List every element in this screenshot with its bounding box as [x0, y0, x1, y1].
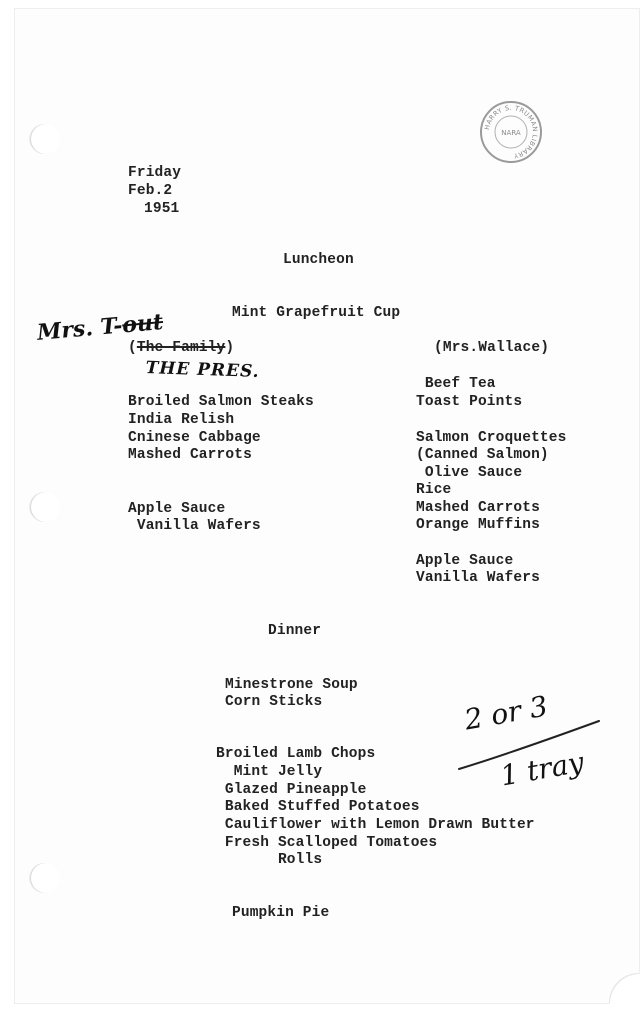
stamp-ring-text: HARRY S. TRUMAN LIBRARY	[483, 103, 540, 160]
menu-item: Baked Stuffed Potatoes	[216, 799, 420, 815]
handwritten-note-servings: 2 or 3	[462, 689, 551, 737]
note-out-struck: out	[121, 308, 165, 339]
header-year: 1951	[144, 201, 180, 217]
menu-item: Broiled Lamb Chops	[216, 746, 376, 762]
header-day: Friday	[128, 165, 182, 181]
menu-item: Minestrone Soup	[225, 677, 358, 693]
menu-item: Olive Sauce	[416, 465, 523, 481]
menu-item: Salmon Croquettes	[416, 430, 567, 446]
handwritten-note-the-pres: THE PRES.	[145, 358, 260, 382]
family-heading	[128, 340, 234, 358]
menu-item: Mint Jelly	[216, 764, 323, 780]
menu-item: Cninese Cabbage	[128, 430, 261, 446]
binder-hole	[30, 492, 60, 522]
menu-item: Glazed Pineapple	[216, 782, 367, 798]
menu-item: Corn Sticks	[225, 694, 323, 710]
binder-hole	[30, 863, 60, 893]
menu-item: Cauliflower with Lemon Drawn Butter	[216, 817, 535, 833]
menu-item: India Relish	[128, 412, 235, 428]
menu-page	[14, 8, 640, 1004]
menu-item: Rolls	[216, 852, 323, 868]
menu-item: Broiled Salmon Steaks	[128, 394, 314, 410]
binder-hole	[30, 124, 60, 154]
luncheon-first-course: Mint Grapefruit Cup	[232, 305, 401, 321]
menu-item: Apple Sauce	[128, 501, 226, 517]
header-date: Feb.2	[128, 183, 173, 199]
menu-item: Beef Tea	[416, 376, 496, 392]
menu-item: Orange Muffins	[416, 517, 540, 533]
luncheon-title: Luncheon	[283, 252, 354, 268]
menu-item: Rice	[416, 482, 452, 498]
family-heading-open: (	[128, 340, 137, 356]
menu-item: Vanilla Wafers	[416, 570, 540, 586]
family-heading-close: )	[225, 340, 235, 356]
menu-item: Mashed Carrots	[416, 500, 540, 516]
wallace-heading: (Mrs.Wallace)	[434, 340, 550, 356]
menu-item: Fresh Scalloped Tomatoes	[216, 835, 438, 851]
page-corner	[610, 974, 640, 1004]
menu-item: Apple Sauce	[416, 553, 514, 569]
stamp-center-text: NARA	[501, 129, 521, 137]
dinner-title: Dinner	[268, 623, 322, 639]
archive-stamp	[479, 100, 543, 164]
menu-item: (Canned Salmon)	[416, 447, 549, 463]
menu-item: Vanilla Wafers	[128, 518, 261, 534]
family-heading-struck: The Family	[136, 340, 226, 356]
handwritten-note-tray: 1 tray	[498, 745, 587, 793]
note-mrs-t: Mrs. T-	[36, 312, 124, 346]
dinner-dessert: Pumpkin Pie	[232, 905, 330, 921]
menu-item: Mashed Carrots	[128, 447, 252, 463]
menu-item: Toast Points	[416, 394, 523, 410]
